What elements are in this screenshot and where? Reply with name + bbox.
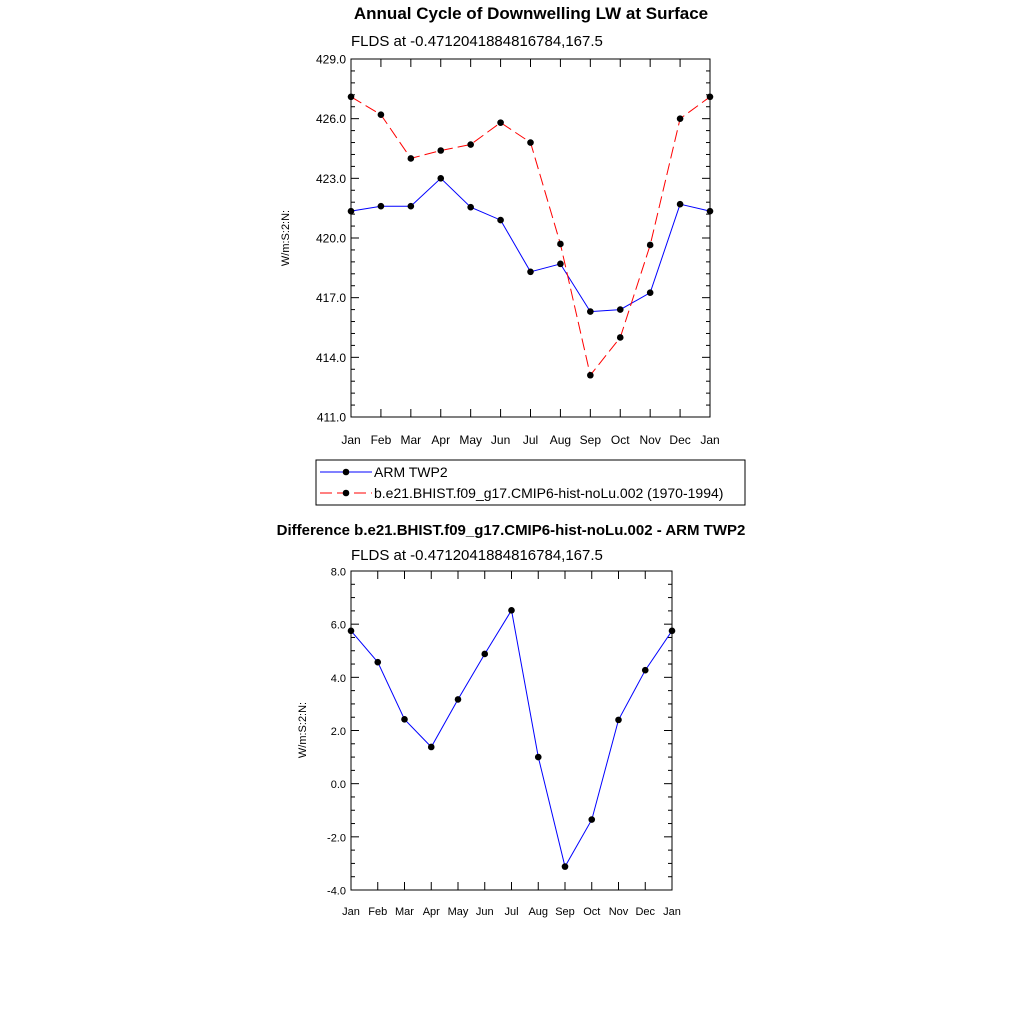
data-point	[557, 261, 564, 268]
legend-marker-model	[343, 490, 350, 497]
x-tick-label: Nov	[608, 906, 629, 918]
x-tick-label: Jan	[341, 433, 361, 447]
x-tick-label: Jun	[490, 433, 511, 447]
data-point	[669, 628, 676, 635]
data-point	[617, 334, 624, 341]
data-point	[437, 147, 444, 154]
x-tick-label: May	[447, 906, 469, 918]
data-point	[348, 93, 355, 100]
y-tick-label: 6.0	[330, 619, 346, 632]
data-point	[677, 201, 684, 208]
data-point	[481, 651, 488, 658]
y-tick-label: 423.0	[315, 171, 346, 186]
data-point	[467, 204, 474, 211]
data-point	[535, 754, 542, 761]
y-tick-label: 411.0	[316, 410, 346, 425]
data-point	[467, 141, 474, 148]
y-tick-label: 420.0	[315, 231, 346, 246]
chart2-subtitle: FLDS at -0.4712041884816784,167.5	[351, 547, 603, 564]
chart2-title: Difference b.e21.BHIST.f09_g17.CMIP6-hist-noLu.002 - ARM TWP2	[276, 522, 746, 539]
x-tick-label: Sep	[555, 906, 575, 918]
x-tick-label: Aug	[528, 906, 549, 918]
x-tick-label: Apr	[431, 433, 451, 447]
data-point	[562, 863, 569, 870]
data-point	[617, 306, 624, 313]
series-line-0	[351, 178, 710, 311]
data-point	[497, 217, 504, 224]
data-point	[437, 175, 444, 182]
x-tick-label: Dec	[669, 433, 691, 447]
data-point	[587, 372, 594, 379]
chart2-y-axis-label: W/m:S:2:N:	[297, 701, 309, 759]
chart1-series	[348, 93, 714, 378]
x-tick-label: Aug	[549, 433, 572, 447]
chart1-legend	[316, 460, 745, 505]
legend-marker-arm	[343, 469, 350, 476]
series-line-1	[351, 97, 710, 375]
data-point	[677, 115, 684, 122]
data-point	[615, 717, 622, 724]
data-point	[497, 119, 504, 126]
data-point	[348, 628, 355, 635]
x-tick-label: Nov	[639, 433, 661, 447]
data-point	[378, 203, 385, 210]
data-point	[428, 744, 435, 751]
y-tick-label: -4.0	[327, 885, 346, 898]
x-tick-label: Oct	[583, 906, 601, 918]
y-tick-label: 4.0	[330, 672, 346, 685]
x-tick-label: Dec	[635, 906, 656, 918]
y-tick-label: 0.0	[330, 779, 346, 792]
data-point	[348, 208, 355, 215]
series-line-0	[351, 610, 672, 866]
data-point	[587, 308, 594, 315]
x-tick-label: Jun	[475, 906, 494, 918]
y-tick-label: 429.0	[315, 52, 346, 67]
data-point	[374, 659, 381, 666]
data-point	[527, 139, 534, 146]
x-tick-label: Mar	[395, 906, 414, 918]
data-point	[647, 289, 654, 296]
y-tick-label: 414.0	[315, 350, 346, 365]
data-point	[557, 241, 564, 248]
x-tick-label: Mar	[400, 433, 422, 447]
annual-cycle-chart	[280, 4, 745, 505]
legend-label-arm: ARM TWP2	[374, 464, 448, 480]
data-point	[508, 607, 515, 614]
data-point	[378, 111, 385, 118]
x-tick-label: Jul	[504, 906, 519, 918]
data-point	[408, 203, 415, 210]
data-point	[707, 93, 714, 100]
data-point	[642, 667, 649, 674]
data-point	[401, 716, 408, 723]
y-tick-label: 417.0	[315, 291, 346, 306]
x-tick-label: May	[459, 433, 483, 447]
chart2-plot-frame	[351, 571, 672, 890]
data-point	[455, 696, 462, 703]
x-tick-label: Jan	[342, 906, 360, 918]
x-tick-label: Feb	[368, 906, 388, 918]
chart2-series	[348, 607, 676, 870]
chart1-plot-frame	[351, 59, 710, 417]
data-point	[707, 208, 714, 215]
x-tick-label: Jan	[700, 433, 720, 447]
chart2-ticks	[327, 567, 681, 919]
x-tick-label: Sep	[579, 433, 602, 447]
data-point	[647, 242, 654, 249]
data-point	[408, 155, 415, 162]
y-tick-label: 426.0	[315, 112, 346, 127]
y-tick-label: -2.0	[327, 832, 346, 845]
data-point	[588, 816, 595, 823]
x-tick-label: Jul	[522, 433, 539, 447]
x-tick-label: Apr	[422, 906, 440, 918]
y-tick-label: 8.0	[330, 566, 346, 579]
legend-label-model: b.e21.BHIST.f09_g17.CMIP6-hist-noLu.002 (1970-1994)	[374, 485, 724, 501]
y-tick-label: 2.0	[330, 726, 346, 738]
x-tick-label: Oct	[610, 433, 630, 447]
x-tick-label: Feb	[370, 433, 392, 447]
x-tick-label: Jan	[663, 906, 681, 918]
chart1-title: Annual Cycle of Downwelling LW at Surface	[353, 4, 709, 23]
chart1-subtitle: FLDS at -0.4712041884816784,167.5	[351, 33, 603, 50]
data-point	[527, 269, 534, 276]
chart1-y-axis-label: W/m:S:2:N:	[280, 209, 292, 267]
difference-chart	[277, 522, 746, 918]
